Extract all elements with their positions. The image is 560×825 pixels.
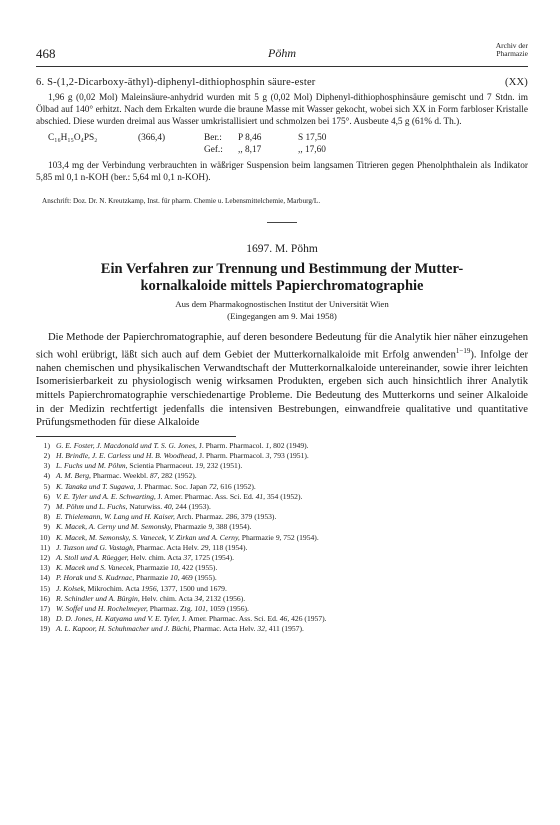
author-address: Anschrift: Doz. Dr. N. Kreutzkamp, Inst. für pharm. Chemie u. Lebensmittelchemie, Marburg/L.: [42, 197, 321, 205]
footnote-number: 10): [39, 532, 50, 542]
footnote-source: Helv. chim. Acta: [128, 552, 184, 562]
footnote-item: [36, 512, 528, 522]
footnote-number: 14): [39, 573, 50, 583]
footnote-source: Pharmac. Acta Helv.: [191, 624, 258, 634]
footnote-authors: M. Pöhm und L. Fuchs,: [56, 501, 128, 511]
footnote-rest: 379 (1953).: [239, 512, 277, 522]
footnote-rest: 118 (1954).: [210, 542, 248, 552]
footnote-volume: 3,: [265, 450, 272, 460]
footnote-number: 7): [43, 501, 50, 511]
footnote-authors: H. Brindle, J. E. Carless und H. B. Woodhead,: [56, 450, 198, 460]
footnote-number: 18): [39, 614, 50, 624]
footnote-item: [36, 624, 528, 634]
article-title: Ein Verfahren zur Trennung und Bestimmung der Mutter- kornalkaloide mittels Papierchromatographie: [100, 261, 464, 294]
footnote-volume: 37,: [183, 552, 193, 562]
footnote-source: J. Amer. Pharmac. Ass. Sci. Ed.: [179, 614, 280, 624]
footnote-item: [36, 522, 528, 532]
footnote-rest: 282 (1952).: [159, 471, 197, 481]
footnote-rest: 1725 (1954).: [192, 552, 235, 562]
footnote-authors: K. Macek, A. Cerny und M. Semonsky,: [56, 522, 173, 532]
running-author: Pöhm: [268, 46, 296, 60]
footnote-source: Arch. Pharmaz.: [174, 512, 226, 522]
reference-marker: 1−19: [455, 346, 471, 355]
footnote-number: 17): [39, 603, 50, 613]
footnote-volume: 87,: [149, 471, 160, 481]
footnote-source: Pharmac. Acta Helv.: [134, 542, 201, 552]
footnote-volume: 40,: [164, 501, 174, 511]
footnote-volume: 41,: [255, 491, 266, 501]
footnote-volume: 46,: [279, 614, 290, 624]
calc-p: P 8,46: [238, 133, 262, 143]
footnote-number: 6): [43, 491, 50, 501]
footnote-authors: A. L. Kapoor, H. Schuhmacher und J. Büchi,: [56, 624, 192, 634]
footnote-source: Pharmazie: [172, 522, 209, 532]
journal-name: Archiv der Pharmazie: [495, 41, 528, 58]
footnote-authors: D. D. Jones, H. Katyama und V. E. Tyler,: [56, 614, 180, 624]
journal-page: [36, 40, 528, 635]
footnote-rest: 422 (1955).: [180, 563, 218, 573]
footnote-rest: 1059 (1956).: [207, 603, 249, 613]
section-divider: [267, 222, 297, 223]
footnote-source: J. Pharmac. Soc. Japan: [135, 481, 209, 491]
footnote-volume: 34,: [194, 593, 205, 603]
footnote-source: Naturwiss.: [127, 501, 165, 511]
footnote-authors: A. Stoll und A. Rüegger,: [56, 552, 129, 562]
footnote-item: [36, 451, 528, 461]
elemental-analysis: [36, 132, 528, 156]
footnote-item: [36, 482, 528, 492]
footnote-item: [36, 461, 528, 471]
footnote-volume: 101,: [194, 603, 208, 613]
page-number: 468: [36, 46, 56, 61]
footnote-number: 3): [43, 461, 50, 471]
footnote-volume: 19,: [195, 461, 205, 471]
footnote-rest: 2132 (1956).: [204, 593, 246, 603]
running-header: [36, 40, 528, 67]
footnote-list: [36, 441, 528, 635]
footnote-item: [36, 573, 528, 583]
footnote-source: J. Amer. Pharmac. Ass. Sci. Ed.: [155, 491, 256, 501]
footnote-source: Pharmazie: [239, 532, 276, 542]
calc-s: S 17,50: [298, 133, 327, 143]
footnote-rule: [36, 436, 236, 437]
footnote-authors: E. Thielemann, W. Lang und H. Kaiser,: [56, 512, 175, 522]
footnote-number: 11): [40, 542, 50, 552]
footnote-volume: 1,: [265, 440, 272, 450]
footnote-rest: 244 (1953).: [173, 501, 211, 511]
footnote-source: J. Pharm. Pharmacol.: [197, 450, 266, 460]
footnote-volume: 1956,: [141, 583, 159, 593]
footnote-number: 12): [39, 552, 50, 562]
footnote-source: Scientia Pharmaceut.: [127, 461, 196, 471]
footnote-number: 8): [43, 512, 50, 522]
found-s: ,, 17,60: [298, 145, 326, 155]
footnote-authors: K. Tanaka und T. Sugawa,: [56, 481, 136, 491]
footnote-authors: R. Schindler und A. Bürgin,: [56, 593, 140, 603]
footnote-item: [36, 471, 528, 481]
footnote-item: [36, 543, 528, 553]
footnote-volume: 286,: [225, 512, 240, 522]
footnote-volume: 9,: [208, 522, 215, 532]
footnote-volume: 10,: [169, 573, 180, 583]
received-date: (Eingegangen am 9. Mai 1958): [227, 311, 337, 321]
footnote-rest: 802 (1949).: [271, 440, 309, 450]
footnote-number: 4): [43, 471, 50, 481]
institute: Aus dem Pharmakognostischen Institut der Universität Wien: [175, 299, 389, 309]
footnote-item: [36, 594, 528, 604]
footnote-authors: V. E. Tyler und A. E. Schwarting,: [56, 491, 156, 501]
footnote-rest: 411 (1957).: [266, 624, 304, 634]
footnote-authors: L. Fuchs und M. Pöhm,: [56, 461, 128, 471]
footnote-item: [36, 441, 528, 451]
footnote-rest: 793 (1951).: [271, 450, 309, 460]
footnote-source: Helv. chim. Acta: [139, 593, 195, 603]
footnote-rest: 1377, 1500 und 1679.: [158, 583, 227, 593]
molar-mass: (366,4): [138, 133, 166, 143]
footnote-source: Mikrochim. Acta: [85, 583, 142, 593]
footnote-authors: G. E. Foster, J. Macdonald und T. S. G. Jones,: [56, 440, 197, 450]
footnote-rest: 469 (1955).: [179, 573, 217, 583]
footnote-authors: W. Soffel und H. Rochelmeyer,: [56, 603, 148, 613]
footnote-volume: 10,: [170, 563, 181, 573]
footnote-rest: 388 (1954).: [214, 522, 252, 532]
section-title: (XX) 6. S-(1,2-Dicarboxy-äthyl)-diphenyl-dithiophosphin säure-ester: [36, 77, 528, 88]
footnote-item: [36, 502, 528, 512]
intro-paragraph: Die Methode der Papierchromatographie, auf deren besondere Bedeutung für die Analytik hier näher einzugehen sich wohl erübrigt, läßt sich auch auf dem Gebiet der Mutterkornalkaloide mit Erfolg anwenden$^{1-19}$). Infolge der nahen chemischen und physikalischen Verwandtschaft der Mutterkornalkaloide untereinander, sowie ihrer leichten Isomerisierbarkeit zu physiologisch wenig wirksamen Produkten, ergeben sich auch hinsichtlich ihrer Analytik mittels Papierchromatographie verschiedenartige Probleme. Die Bedeutung des Mutterkorns und seiner Alkaloide in der Medizin rechtfertigt jedenfalls die intensiven Bestrebungen, einwandfreie qualitative und quantitative Prüfungsmethoden für diese Alkaloide: [36, 332, 529, 429]
footnote-number: 15): [39, 583, 50, 593]
footnote-source: J. Pharm. Pharmacol.: [196, 440, 266, 450]
found-p: ,, 8,17: [238, 145, 262, 155]
footnote-item: [36, 553, 528, 563]
footnote-rest: 232 (1951).: [204, 461, 243, 471]
footnote-item: [36, 563, 528, 573]
footnote-number: 1): [43, 440, 50, 450]
footnote-authors: K. Macek, M. Semonsky, S. Vanecek, V. Zirkan und A. Cerny,: [56, 532, 240, 542]
footnote-rest: 426 (1957).: [289, 614, 327, 624]
footnote-authors: K. Macek und S. Vanecek,: [56, 563, 135, 573]
footnote-volume: 29,: [200, 542, 211, 552]
found-label: Gef.:: [204, 145, 223, 155]
footnote-source: Pharmazie: [134, 573, 170, 583]
footnote-rest: 616 (1952).: [218, 481, 256, 491]
footnote-rest: 752 (1954).: [281, 532, 319, 542]
footnote-volume: 72,: [208, 481, 219, 491]
footnote-item: [36, 614, 528, 624]
synthesis-paragraph: 1,96 g (0,02 Mol) Maleinsäure-anhydrid wurden mit 5 g (0,02 Mol) Diphenyl-dithiophosphinsäure gemischt und 7 Stdn. im Ölbad auf 140° erhitzt. Nach dem Erkalten wurde die braune Masse mit Wasser gekocht, wobei sich XX in Form farbloser Kristalle abschied. Diese wurden dreimal aus Wasser umkristallisiert und schmolzen bei 175°. Ausbeute 4,5 g (61% d. Th.).: [36, 93, 528, 127]
footnote-source: Pharmac. Weekbl.: [90, 471, 150, 481]
footnote-item: [36, 492, 528, 502]
footnote-item: [36, 533, 528, 543]
footnote-number: 13): [39, 563, 50, 573]
footnote-source: Pharmazie: [134, 563, 171, 573]
footnote-authors: A. M. Berg,: [56, 471, 91, 481]
footnote-item: [36, 584, 528, 594]
footnote-number: 2): [43, 450, 50, 460]
formula: C₁₆H₁₅O₄PS₂: [48, 133, 98, 143]
footnote-volume: 9,: [275, 532, 282, 542]
compound-code: (XX): [505, 77, 528, 88]
footnote-authors: J. Kolsek,: [56, 583, 86, 593]
footnote-volume: 32,: [257, 624, 267, 634]
calc-label: Ber.:: [204, 133, 222, 143]
footnote-source: Pharmaz. Ztg.: [147, 603, 195, 613]
footnote-number: 5): [43, 481, 50, 491]
footnote-authors: J. Tuzson und G. Vastagh,: [56, 542, 135, 552]
footnote-authors: P. Horak und S. Kudrnac,: [56, 573, 135, 583]
footnote-item: [36, 604, 528, 614]
titration-paragraph: 103,4 mg der Verbindung verbrauchten in wäßriger Suspension beim langsamen Titrieren gegen Phenolphthalein als Indikator 5,85 ml 0,1 n-KOH (ber.: 5,64 ml 0,1 n-KOH).: [36, 161, 528, 183]
footnote-rest: 354 (1952).: [265, 491, 303, 501]
footnote-number: 19): [39, 624, 50, 634]
footnote-number: 9): [43, 522, 50, 532]
article-number: 1697. M. Pöhm: [246, 243, 318, 255]
footnote-number: 16): [39, 593, 50, 603]
